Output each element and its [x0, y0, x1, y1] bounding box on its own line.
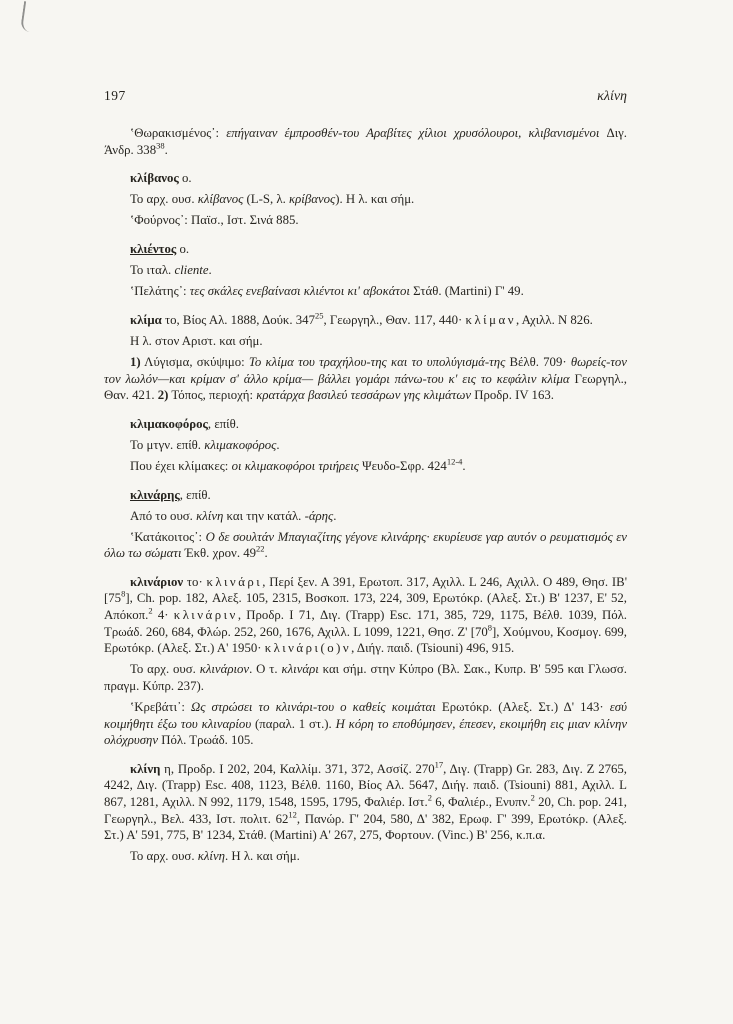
text-segment: ο.: [178, 171, 192, 186]
entry-klivanos-head: [104, 170, 627, 187]
text-segment: κλινάρι: [281, 662, 319, 677]
text-segment: κλίβανος: [197, 192, 244, 207]
etymology-paragraph: [104, 437, 627, 454]
text-segment: Ερωτόκρ. (Αλεξ. Στ.) Δ' 143·: [441, 700, 610, 715]
page-header: [104, 88, 627, 105]
text-segment: (L-S, λ.: [243, 192, 290, 207]
text-segment: ʽΚατάκοιτος᾽:: [130, 529, 206, 544]
text-segment: Τόπος, περιοχή:: [168, 388, 257, 403]
page-number: 197: [104, 88, 126, 103]
etymology-paragraph: [104, 508, 627, 525]
text-segment: .: [208, 263, 212, 278]
text-segment: Η κόρη το εποθύμησεν, έπεσεν, εκοιμήθη εις μιαν κλίνην ολόχρυσην: [104, 716, 628, 748]
text-segment: Στάθ. (Martini) Γ' 49.: [413, 284, 524, 299]
text-segment: κλινάρι(ο)ν: [264, 641, 352, 656]
entry-klientos-head: [104, 241, 627, 258]
text-segment: θωρείς-τον τον λωλόν—και κρίμαν σ' άλλο κρίμα— βάλλει γομάρι πάνω-του κ' εις το κεφάλιν κλίμα: [104, 354, 627, 386]
text-segment: Πόλ. Τρωάδ. 105.: [161, 733, 254, 748]
senses-paragraph: [104, 354, 627, 404]
text-segment: Προδρ. IV 163.: [474, 388, 554, 403]
sense-paragraph: [104, 212, 627, 229]
text-segment: Από το ουσ.: [130, 508, 197, 523]
etymology-paragraph: [104, 262, 627, 279]
text-segment: Γεωργηλ., Θαν. 421.: [104, 371, 627, 403]
text-segment: Που έχει κλίμακες:: [130, 458, 232, 473]
text-segment: το, Βίος Αλ. 1888, Δούκ. 347: [161, 312, 315, 327]
text-segment: 2: [148, 605, 153, 616]
text-segment: 8: [487, 622, 493, 633]
text-segment: 6, Φαλιέρ., Ενυπν.: [431, 795, 531, 809]
text-segment: , Γεωργηλ., Θαν. 117, 440·: [323, 312, 466, 327]
entry-klinaris-head: [104, 487, 627, 504]
entry-klima-head: [104, 312, 627, 329]
text-segment: Ως στρώσει το κλινάρι-του ο καθείς κοιμάται: [191, 700, 442, 715]
text-segment: Το μτγν. επίθ.: [130, 437, 205, 452]
etymology-paragraph: [104, 333, 627, 350]
text-segment: , επίθ.: [179, 487, 211, 502]
text-segment: και την κατάλ.: [223, 508, 305, 523]
text-segment: κλιμακοφόρος: [130, 416, 208, 431]
text-segment: 2): [157, 388, 169, 403]
text-segment: Το αρχ. ουσ.: [130, 662, 200, 677]
text-segment: -άρης: [304, 508, 334, 523]
text-segment: επήγαιναν έμπροσθέν-του Αραβίτες χίλιοι χρυσόλουροι, κλιβανισμένοι: [226, 126, 607, 140]
text-segment: η, Προδρ. I 202, 204, Καλλίμ. 371, 372, Ασσίζ. 270: [160, 761, 435, 776]
text-segment: και σήμ. στην Κύπρο (Βλ. Σακ., Κυπρ. Β' 595 και Γλωσσ. πραγμ. Κύπρ. 237).: [104, 662, 627, 693]
text-segment: ], Ch. pop. 182, Αλεξ. 105, 2315, Βοσκοπ. 173, 224, 309, Ερωτόκρ. (Αλεξ. Στ.) Β' 1237, Ε' 52, Απόκοπ.: [104, 591, 627, 623]
text-segment: κρατάρχα βασιλεύ τεσσάρων γης κλιμάτων: [256, 388, 475, 403]
text-segment: ʽΚρεβάτι᾽:: [130, 700, 191, 715]
text-segment: Το ιταλ.: [130, 263, 175, 278]
text-segment: 12: [288, 809, 297, 820]
text-segment: 2: [427, 792, 432, 803]
text-segment: κλίνη: [196, 508, 224, 523]
text-segment: κλινάριον: [130, 574, 184, 589]
text-segment: .: [276, 437, 280, 452]
text-segment: κλίνη: [197, 849, 226, 864]
text-segment: 2: [530, 792, 535, 803]
text-segment: Διγ. Άνδρ. 338: [104, 126, 628, 157]
text-segment: Ψευδο-Σφρ. 424: [362, 458, 447, 473]
text-segment: .: [164, 142, 168, 157]
text-segment: Το αρχ. ουσ.: [130, 192, 198, 207]
text-segment: Λύγισμα, σκύψιμο:: [140, 354, 249, 369]
sense-paragraph: [104, 529, 627, 562]
entry-klini-head: [104, 761, 627, 844]
text-segment: 1): [130, 354, 141, 369]
text-segment: , Διγ. (Trapp) Gr. 283, Διγ. Ζ 2765, 4242, Διγ. (Trapp) Esc. 408, 1123, Βέλθ. 1160, Βίος Αλ. 5647, Διήγ. παιδ. (Tsiouni) 881, Αχιλλ. L 867, 1281, Αχιλλ. N 992, 1179, 1548, 1595, 1795, Φαλιέρ. Ιστ.: [104, 761, 627, 809]
text-segment: το·: [183, 574, 207, 589]
text-segment: .: [264, 546, 268, 561]
text-segment: κλιέντος: [130, 241, 177, 256]
text-segment: κλίμαν: [465, 312, 516, 327]
text-segment: , Περί ξεν. Α 391, Ερωτοπ. 317, Αχιλλ. L 246, Αχιλλ. O 489, Θησ. ΙΒ' [75: [104, 574, 627, 606]
text-segment: κλίβανος: [130, 171, 179, 186]
text-segment: , Προδρ. I 71, Διγ. (Trapp) Esc. 171, 385, 729, 1175, Βέλθ. 1039, Πόλ. Τρωάδ. 260, 684, Φλώρ. 252, 260, 1676, Αχιλλ. L 1099, 1221, Θησ. Ζ' [70: [104, 608, 627, 639]
text-segment: ). Η λ. και σήμ.: [335, 192, 415, 207]
text-segment: Το κλίμα του τραχήλου-της και το υπολύγισμά-της: [248, 354, 510, 369]
text-segment: κλίνη: [130, 761, 161, 776]
text-segment: κρίβανος: [289, 192, 336, 207]
text-segment: .: [333, 508, 337, 523]
text-segment: κλίμα: [130, 312, 162, 327]
text-segment: . Ο τ.: [249, 662, 282, 677]
text-segment: , Αχιλλ. N 826.: [515, 312, 593, 327]
text-segment: ], Χούμνου, Κοσμογ. 699, Ερωτόκρ. (Αλεξ. Στ.) Α' 1950·: [104, 624, 627, 656]
text-segment: (παραλ. 1 στ.).: [255, 716, 336, 731]
text-segment: κλινάριον: [199, 662, 250, 677]
text-segment: ʽΦούρνος᾽: Παϊσ., Ιστ. Σινά 885.: [130, 213, 299, 228]
scan-artifact: [20, 1, 40, 33]
text-segment: εσύ κοιμήθητι έξω του κλιναρίου: [104, 700, 627, 731]
text-segment: Το αρχ. ουσ.: [130, 849, 198, 864]
text-segment: 12-4: [446, 456, 463, 467]
entry-klimakoforos-head: [104, 416, 627, 433]
etymology-paragraph: [104, 848, 627, 865]
text-segment: κλινάριν: [173, 608, 238, 623]
text-segment: , Διήγ. παιδ. (Tsiouni) 496, 915.: [351, 641, 515, 656]
text-segment: ʽΠελάτης᾽:: [130, 284, 190, 299]
text-segment: Έκθ. χρον. 49: [184, 546, 257, 561]
entry-klinarion-head: [104, 574, 627, 657]
text-segment: οι κλιμακοφόροι τριήρεις: [231, 458, 363, 473]
text-segment: ʽΘωρακισμένος᾽:: [130, 126, 227, 140]
text-segment: κλινάρης: [130, 487, 180, 502]
text-segment: cliente: [174, 263, 209, 278]
page-body: [104, 125, 627, 865]
etymology-paragraph: [104, 191, 627, 208]
text-segment: κλιμακοφόρος: [204, 437, 277, 452]
text-segment: 25: [314, 310, 324, 321]
text-segment: τες σκάλες ενεβαίνασι κλιέντοι κι' αβοκάτοι: [189, 284, 414, 299]
text-segment: Βέλθ. 709·: [509, 354, 571, 369]
text-segment: .: [462, 458, 466, 473]
text-segment: , Πανώρ. Γ' 204, 580, Δ' 382, Ερωφ. Γ' 399, Ερωτόκρ. (Αλεξ. Στ.) Α' 591, 775, Β' 1234, Στάθ. (Martini) Α' 267, 275, Φορτουν. (Vinc.) Β' 256, κ.π.α.: [104, 811, 627, 843]
text-segment: 4·: [152, 608, 174, 623]
text-segment: 20, Ch. pop. 241, Γεωργηλ., Βελ. 433, Ιστ. πολιτ. 62: [104, 795, 627, 826]
sense-paragraph: [104, 699, 627, 749]
etymology-paragraph: [104, 661, 627, 694]
sense-paragraph: [104, 283, 627, 300]
text-segment: Ο δε σουλτάν Μπαγιαζίτης γέγονε κλινάρης· εκυρίευσε γαρ αυτόν ο ρευματισμός εν όλω τω σώματι: [104, 529, 627, 561]
text-segment: 38: [156, 140, 165, 151]
text-segment: 17: [434, 759, 444, 770]
sense-paragraph: [104, 458, 627, 475]
text-segment: κλινάρι: [206, 574, 263, 589]
running-title: κλίνη: [597, 89, 627, 104]
text-segment: ο.: [176, 241, 190, 256]
text-segment: , επίθ.: [207, 416, 239, 431]
text-segment: 8: [121, 589, 126, 600]
continuation-paragraph: [104, 125, 627, 158]
text-segment: 22: [256, 544, 265, 555]
text-segment: . Η λ. και σήμ.: [225, 849, 300, 864]
text-segment: Η λ. στον Αριστ. και σήμ.: [130, 333, 263, 348]
